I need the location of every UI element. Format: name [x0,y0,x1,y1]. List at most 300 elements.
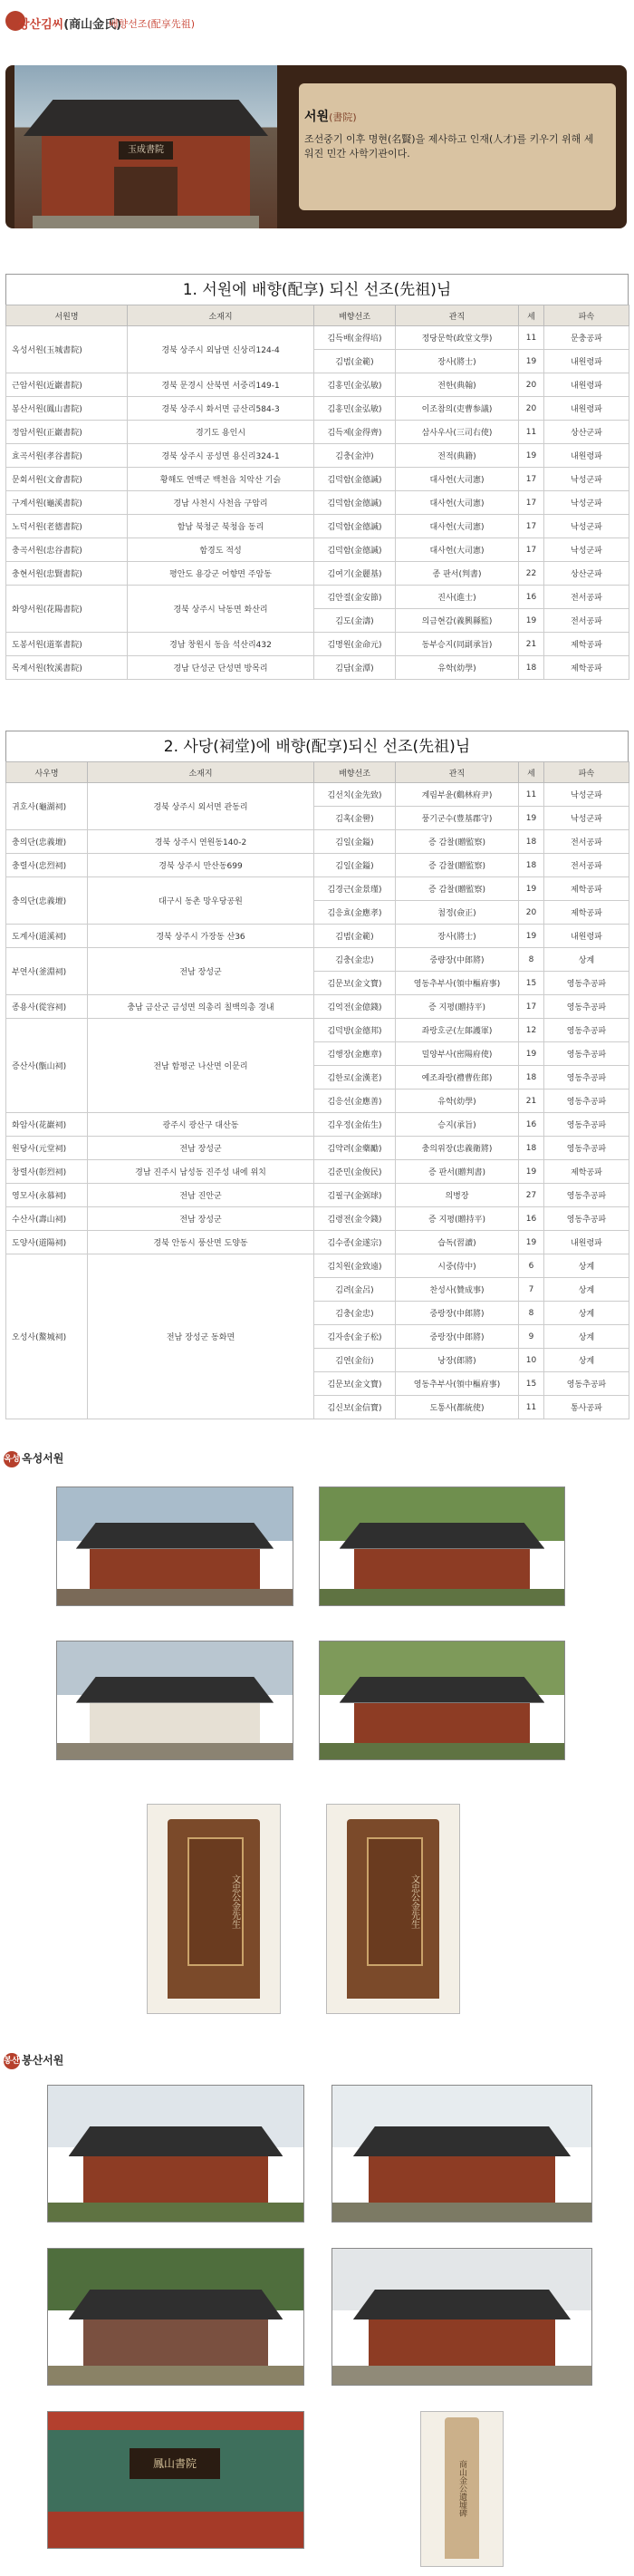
table-cell: 김행장(金應章) [314,1042,396,1066]
table-cell: 16 [519,586,544,609]
table-cell: 경북 문경시 산북면 서중리149-1 [128,373,314,397]
table-cell: 제학공파 [544,901,629,925]
table-cell: 20 [519,373,544,397]
table-cell: 충의단(忠義壇) [6,830,88,854]
table-cell: 경북 상주시 가장동 산36 [88,925,314,948]
gallery-badge-icon: 봉산 [4,2053,20,2069]
table-cell: 삼사우사(三司右使) [396,421,519,444]
column-header: 배향선조 [314,762,396,783]
table-cell: 상계 [544,1302,629,1325]
section2-table [5,761,629,1419]
table-cell: 김덕방(金德邦) [314,1019,396,1042]
table-cell: 평안도 용강군 어향면 주암동 [128,562,314,586]
table-cell: 대사헌(大司憲) [396,468,519,491]
table-cell: 김덕함(金德諴) [314,538,396,562]
table-cell: 의병장 [396,1184,519,1207]
table-cell: 진사(進士) [396,586,519,609]
table-cell: 10 [519,1349,544,1372]
table-cell: 17 [519,515,544,538]
table-cell: 상계 [544,948,629,972]
table-cell: 김치원(金致遠) [314,1254,396,1278]
table-cell: 경북 상주시 공성면 용신리324-1 [128,444,314,468]
table-cell: 김도(金濤) [314,609,396,633]
table-cell: 16 [519,1207,544,1231]
section2-title: 2. 사당(祠堂)에 배향(配享)되신 선조(先祖)님 [5,731,629,762]
table-cell: 영동추공파 [544,1113,629,1137]
table-cell: 상계 [544,1325,629,1349]
table-cell: 노덕서원(老德書院) [6,515,128,538]
table-row [6,538,629,562]
table-cell: 경남 사천시 사천읍 구암리 [128,491,314,515]
table-cell: 옥성서원(玉城書院) [6,326,128,373]
table-cell: 대사헌(大司憲) [396,538,519,562]
table-cell: 김수종(金遂宗) [314,1231,396,1254]
table-cell: 김신보(金信寶) [314,1396,396,1419]
table-cell: 습독(習讀) [396,1231,519,1254]
table-cell: 11 [519,783,544,807]
table-cell: 경남 진주시 남성동 진주성 내에 위치 [88,1160,314,1184]
table-cell: 전한(典翰) [396,373,519,397]
table-cell: 충렬사(忠烈祠) [6,854,88,877]
tablet-photo-left [147,1804,281,2014]
table-cell: 김혹(金嚳) [314,807,396,830]
table-cell: 내원령파 [544,1231,629,1254]
table-cell: 봉산서원(鳳山書院) [6,397,128,421]
table-cell: 영동추공파 [544,972,629,995]
gallery-okseong-title [4,1450,63,1467]
table-cell: 상계 [544,1254,629,1278]
column-header: 소재지 [88,762,314,783]
table-cell: 낙성군파 [544,783,629,807]
table-cell: 21 [519,1089,544,1113]
signboard: 玉成書院 [119,141,173,160]
table-cell: 대사헌(大司憲) [396,491,519,515]
table-cell: 도양사(道陽祠) [6,1231,88,1254]
table-cell: 김연(金衍) [314,1349,396,1372]
table-cell: 김한로(金漢老) [314,1066,396,1089]
table-cell: 김범(金範) [314,925,396,948]
table-cell: 전남 함평군 나산면 이문리 [88,1019,314,1113]
page-subtitle: 배향선조(配享先祖) [109,18,196,30]
table-cell: 중량장(中郎將) [396,948,519,972]
table-row [6,1231,629,1254]
table-cell: 김담(金潭) [314,656,396,680]
stele-inscription: 商山金公遺墟碑 [445,2417,479,2559]
table-cell: 낙성군파 [544,468,629,491]
table-cell: 상산군파 [544,421,629,444]
table-cell: 화양서원(花陽書院) [6,586,128,633]
table-cell: 김응효(金應孝) [314,901,396,925]
table-cell: 중랑장(中郎將) [396,1325,519,1349]
table-cell: 김일(金鎰) [314,830,396,854]
table-cell: 효곡서원(孝谷書院) [6,444,128,468]
section1-table [5,305,629,680]
table-cell: 수산사(壽山祠) [6,1207,88,1231]
table-cell: 17 [519,538,544,562]
table-cell: 경기도 용인시 [128,421,314,444]
table-cell: 함남 북청군 북청읍 동리 [128,515,314,538]
table-cell: 김여기(金麗基) [314,562,396,586]
table-cell: 전적(典籍) [396,444,519,468]
table-cell: 김문보(金文寶) [314,972,396,995]
table-cell: 김충(金忠) [314,948,396,972]
hero-title-hanja: (書院) [329,111,357,123]
table-cell: 22 [519,562,544,586]
table-cell: 전남 장성군 [88,1207,314,1231]
table-cell: 김득배(金得培) [314,326,396,350]
table-cell: 19 [519,877,544,901]
table-cell: 19 [519,444,544,468]
table-cell: 영동추공파 [544,1019,629,1042]
table-cell: 경남 단성군 단성면 방목리 [128,656,314,680]
table-cell: 19 [519,350,544,373]
column-header: 관직 [396,305,519,326]
table-cell: 경북 상주시 화서면 금산리584-3 [128,397,314,421]
table-cell: 11 [519,326,544,350]
table-cell: 전남 장성군 동화면 [88,1254,314,1419]
table-cell: 20 [519,397,544,421]
table-cell: 18 [519,830,544,854]
table-cell: 오성사(鰲城祠) [6,1254,88,1419]
photo-hall-front [319,1641,565,1760]
gallery-bongsan-title [4,2052,63,2069]
table-body [6,783,629,1419]
table-row [6,1254,629,1278]
photo-hall-side [56,1641,293,1760]
clan-hanja: (商山金氏) [63,18,122,32]
table-cell: 장사(將士) [396,350,519,373]
table-cell: 상산군파 [544,562,629,586]
table-cell: 제학공파 [544,1160,629,1184]
table-cell: 정암서원(正巖書院) [6,421,128,444]
table-cell: 김준민(金俊民) [314,1160,396,1184]
table-cell: 김선치(金先致) [314,783,396,807]
table-cell: 27 [519,1184,544,1207]
table-cell: 영동추공파 [544,1066,629,1089]
table-cell: 화암사(花巖祠) [6,1113,88,1137]
table-cell: 18 [519,1137,544,1160]
table-cell: 김덕함(金德諴) [314,491,396,515]
table-cell: 도봉서원(道峯書院) [6,633,128,656]
table-cell: 승지(承旨) [396,1113,519,1137]
table-cell: 20 [519,901,544,925]
table-cell: 11 [519,1396,544,1419]
table-cell: 6 [519,1254,544,1278]
table-row [6,1019,629,1042]
table-cell: 충의위장(忠義衛將) [396,1137,519,1160]
table-cell: 전서공파 [544,854,629,877]
column-header: 파속 [544,762,629,783]
table-cell: 예조좌랑(禮曹佐郎) [396,1066,519,1089]
hero-title-text: 서원 [304,110,330,124]
table-cell: 문회서원(文會書院) [6,468,128,491]
table-row [6,326,629,350]
photo-gate-trees [47,2248,304,2386]
table-row [6,444,629,468]
table-cell: 전서공파 [544,830,629,854]
table-cell: 18 [519,656,544,680]
table-cell: 김자송(金子松) [314,1325,396,1349]
photo-building [319,1487,565,1606]
photo-shrine-b [331,2085,592,2223]
table-cell: 첨정(僉正) [396,901,519,925]
table-cell: 종 판서(判書) [396,562,519,586]
column-header: 서원명 [6,305,128,326]
table-cell: 영동추공파 [544,1372,629,1396]
table-cell: 증 지평(贈持平) [396,995,519,1019]
table-cell: 충곡서원(忠谷書院) [6,538,128,562]
table-cell: 황해도 연백군 백천읍 치악산 기슭 [128,468,314,491]
table-cell: 영동추공파 [544,1042,629,1066]
table-cell: 15 [519,1372,544,1396]
table-row [6,468,629,491]
section1-title: 1. 서원에 배향(配享) 되신 선조(先祖)님 [5,274,629,305]
table-cell: 동부승지(同副承旨) [396,633,519,656]
column-header: 배향선조 [314,305,396,326]
table-row [6,1160,629,1184]
table-cell: 대사헌(大司憲) [396,515,519,538]
table-cell: 내원령파 [544,444,629,468]
table-cell: 영동추공파 [544,1207,629,1231]
table-row [6,656,629,680]
steps-shape [33,216,259,228]
table-row [6,1184,629,1207]
table-cell: 좌랑호군(左郞護軍) [396,1019,519,1042]
table-row [6,783,629,807]
table-cell: 증 지평(贈持平) [396,1207,519,1231]
roof-shape [24,100,268,136]
table-cell: 원당사(元堂祠) [6,1137,88,1160]
table-cell: 김응선(金應善) [314,1089,396,1113]
table-header-row [6,305,629,326]
table-cell: 낙성군파 [544,538,629,562]
table-cell: 19 [519,1160,544,1184]
table-cell: 11 [519,421,544,444]
table-cell: 밀양부사(密陽府使) [396,1042,519,1066]
table-cell: 8 [519,948,544,972]
photo-roof-detail [331,2248,592,2386]
table-row [6,877,629,901]
table-cell: 영동추부사(領中樞府事) [396,972,519,995]
table-cell: 근암서원(近巖書院) [6,373,128,397]
table-cell: 제학공파 [544,633,629,656]
table-cell: 김덕함(金德諴) [314,515,396,538]
table-cell: 종용사(從容祠) [6,995,88,1019]
table-cell: 김억전(金億錢) [314,995,396,1019]
table-cell: 영모사(永慕祠) [6,1184,88,1207]
table-cell: 증 감찰(贈監察) [396,877,519,901]
table-cell: 문충공파 [544,326,629,350]
table-cell: 영동추공파 [544,1137,629,1160]
gallery-title-text: 봉산서원 [22,2054,64,2067]
table-cell: 낭장(郎將) [396,1349,519,1372]
table-cell: 유학(幼學) [396,1089,519,1113]
table-cell: 제학공파 [544,877,629,901]
signboard: 鳳山書院 [130,2448,220,2479]
table-cell: 19 [519,925,544,948]
column-header: 사우명 [6,762,88,783]
table-cell: 영동추부사(領中樞府事) [396,1372,519,1396]
table-cell: 경북 상주시 외서면 관동리 [88,783,314,830]
table-cell: 17 [519,491,544,515]
table-cell: 부연사(釜淵祠) [6,948,88,995]
table-cell: 김범(金範) [314,350,396,373]
gallery-badge-icon: 옥성 [4,1451,20,1467]
table-cell: 김홍민(金弘敏) [314,373,396,397]
table-cell: 낙성군파 [544,807,629,830]
table-cell: 내원령파 [544,925,629,948]
table-cell: 이조참의(吏曹参議) [396,397,519,421]
table-cell: 16 [519,1113,544,1137]
table-cell: 귀호사(龜湖祠) [6,783,88,830]
hero-description: 조선중기 이후 명현(名賢)을 제사하고 인재(人才)를 키우기 위해 세워진 민간 사학기관이다. [304,133,594,160]
table-cell: 17 [519,468,544,491]
table-row [6,562,629,586]
table-cell: 김홍민(金弘敏) [314,397,396,421]
table-cell: 18 [519,854,544,877]
table-row [6,633,629,656]
tablet-inscription: 文忠公金先生 [367,1837,422,1967]
table-row [6,586,629,609]
table-cell: 의금현감(義興縣監) [396,609,519,633]
tablet-photo-right [326,1804,460,2014]
table-cell: 계림부윤(鷄林府尹) [396,783,519,807]
table-cell: 김려(金呂) [314,1278,396,1302]
table-cell: 증 판서(贈判書) [396,1160,519,1184]
column-header: 소재지 [128,305,314,326]
table-cell: 19 [519,1231,544,1254]
hero-photo [14,65,277,228]
table-cell: 풍기군수(豊基郡守) [396,807,519,830]
table-cell: 낙성군파 [544,515,629,538]
clan-name: 상산김씨 [18,18,64,32]
table-cell: 장사(將士) [396,925,519,948]
table-row [6,491,629,515]
column-header: 세 [519,762,544,783]
table-cell: 광주시 광산구 대산동 [88,1113,314,1137]
table-cell: 김충(金忠) [314,1302,396,1325]
hero-title [304,107,357,125]
table-row [6,948,629,972]
table-cell: 영동추공파 [544,995,629,1019]
column-header: 파속 [544,305,629,326]
table-cell: 김득제(金得齊) [314,421,396,444]
table-cell: 김우정(金佑生) [314,1113,396,1137]
table-cell: 전남 진안군 [88,1184,314,1207]
table-cell: 경북 상주시 만산동699 [88,854,314,877]
table-cell: 김명원(金命元) [314,633,396,656]
table-cell: 충남 금산군 금성면 의총리 칠백의총 경내 [88,995,314,1019]
table-row [6,830,629,854]
door-shape [114,167,178,219]
photo-gate [56,1487,293,1606]
table-row [6,925,629,948]
table-cell: 낙성군파 [544,491,629,515]
table-cell: 9 [519,1325,544,1349]
table-cell: 충현서원(忠賢書院) [6,562,128,586]
table-body [6,326,629,680]
table-cell: 김경근(金景瑾) [314,877,396,901]
table-cell: 8 [519,1302,544,1325]
table-cell: 영동추공파 [544,1089,629,1113]
table-cell: 시중(侍中) [396,1254,519,1278]
ancestral-tablet [168,1819,260,1999]
gallery-title-text: 옥성서원 [22,1452,64,1465]
table-cell: 내원령파 [544,373,629,397]
table-cell: 경북 상주시 연원동140-2 [88,830,314,854]
table-cell: 중랑장(中郎將) [396,1302,519,1325]
table-row [6,1207,629,1231]
table-cell: 경북 안동시 풍산면 도양동 [88,1231,314,1254]
table-row [6,854,629,877]
table-cell: 내원령파 [544,350,629,373]
table-cell: 정당문학(政堂文學) [396,326,519,350]
table-row [6,515,629,538]
table-cell: 경북 상주시 외남면 신상리124-4 [128,326,314,373]
table-cell: 김필구(金弼球) [314,1184,396,1207]
table-cell: 전남 장성군 [88,948,314,995]
table-cell: 증 감찰(贈監察) [396,830,519,854]
table-cell: 김안절(金安節) [314,586,396,609]
table-cell: 21 [519,633,544,656]
table-cell: 목계서원(牧溪書院) [6,656,128,680]
table-cell: 전서공파 [544,609,629,633]
table-cell: 상계 [544,1278,629,1302]
table-cell: 통사공파 [544,1396,629,1419]
table-cell: 김덕함(金德諴) [314,468,396,491]
table-cell: 17 [519,995,544,1019]
clan-title [18,15,121,32]
ancestral-tablet [347,1819,439,1999]
table-cell: 19 [519,1042,544,1066]
column-header: 관직 [396,762,519,783]
table-cell: 상계 [544,1349,629,1372]
table-cell: 김령전(金令錢) [314,1207,396,1231]
table-cell: 구계서원(龜溪書院) [6,491,128,515]
table-cell: 전남 장성군 [88,1137,314,1160]
table-cell: 내원령파 [544,397,629,421]
table-cell: 도통사(都統使) [396,1396,519,1419]
table-cell: 19 [519,609,544,633]
table-row [6,995,629,1019]
table-cell: 김충(金沖) [314,444,396,468]
table-row [6,1137,629,1160]
page-header [0,0,634,56]
table-cell: 15 [519,972,544,995]
photo-board [47,2411,304,2549]
table-row [6,397,629,421]
table-cell: 18 [519,1066,544,1089]
table-cell: 제학공파 [544,656,629,680]
table-header-row [6,762,629,783]
table-cell: 충의단(忠義壇) [6,877,88,925]
table-cell: 도계사(道溪祠) [6,925,88,948]
column-header: 세 [519,305,544,326]
table-cell: 증 감찰(贈監察) [396,854,519,877]
table-cell: 창렬사(彰烈祠) [6,1160,88,1184]
table-row [6,421,629,444]
table-cell: 경북 상주시 낙동면 화산리 [128,586,314,633]
table-cell: 함경도 적성 [128,538,314,562]
table-cell: 찬성사(贊成事) [396,1278,519,1302]
table-cell: 영동추공파 [544,1184,629,1207]
table-cell: 12 [519,1019,544,1042]
photo-stele [420,2411,504,2567]
table-cell: 경남 창원시 동읍 석산리432 [128,633,314,656]
table-cell: 김약려(金藥勵) [314,1137,396,1160]
table-cell: 증산사(甑山祠) [6,1019,88,1113]
table-cell: 대구시 동촌 망우당공원 [88,877,314,925]
